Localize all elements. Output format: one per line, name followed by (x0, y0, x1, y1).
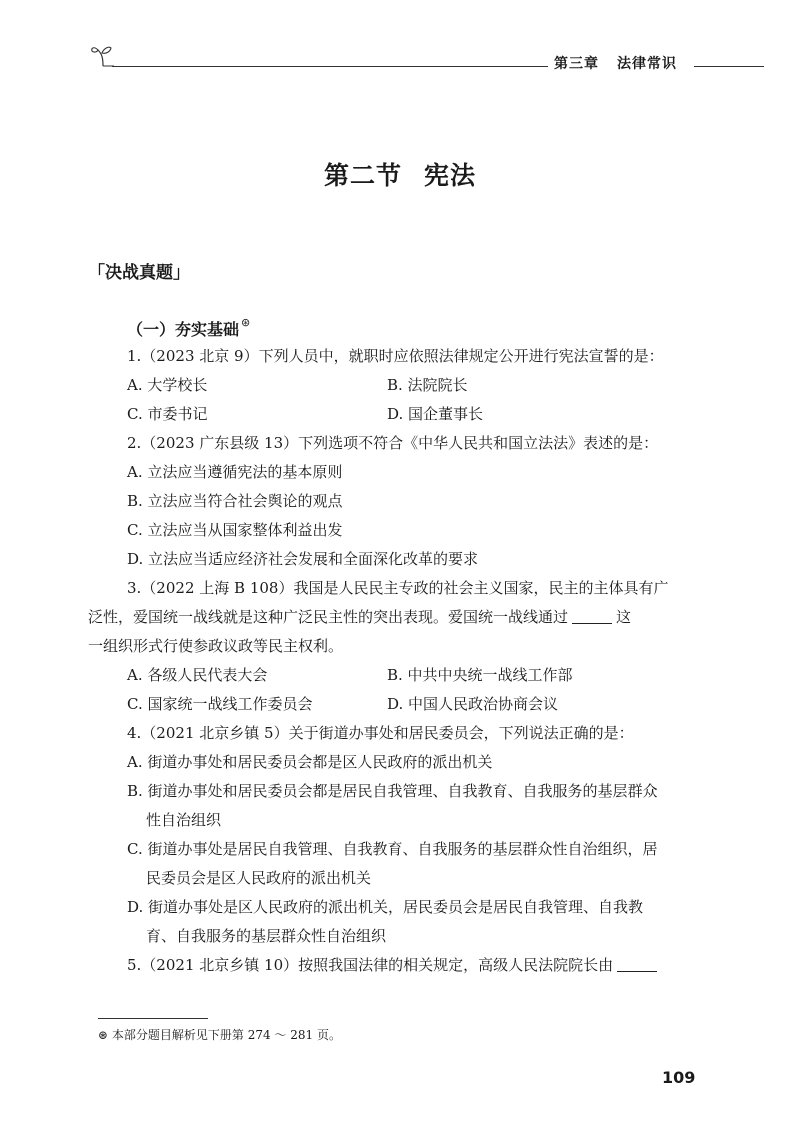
q5-stem (127, 955, 657, 975)
q4-option-b-line2: 性自治组织 (146, 811, 222, 829)
q1-stem: 1.（2023 北京 9）下列人员中，就职时应依照法律规定公开进行宪法宣誓的是： (127, 347, 664, 365)
q1-option-c: C. 市委书记 (127, 405, 208, 423)
header-chapter: 第三章 (554, 56, 599, 72)
subsection-label: （一）夯实基础 (127, 320, 240, 339)
q3-option-a: A. 各级人民代表大会 (127, 666, 268, 684)
section-label: 「决战真题」 (88, 263, 190, 283)
q3-stem-line2 (88, 607, 631, 627)
q2-stem: 2.（2023 广东县级 13）下列选项不符合《中华人民共和国立法法》表述的是： (127, 434, 659, 452)
page-title (0, 156, 800, 192)
q4-option-d-line1: D. 街道办事处是区人民政府的派出机关，居民委员会是居民自我管理、自我教 (127, 898, 644, 916)
q1-option-b: B. 法院院长 (387, 376, 468, 394)
q3-answer-blank (572, 609, 612, 624)
q4-option-d-line2: 育、自我服务的基层群众性自治组织 (146, 927, 387, 945)
q4-stem: 4.（2021 北京乡镇 5）关于街道办事处和居民委员会，下列说法正确的是： (127, 724, 634, 742)
header-topic: 法律常识 (617, 56, 677, 72)
q4-option-a: A. 街道办事处和居民委员会都是区人民政府的派出机关 (127, 753, 493, 771)
q2-option-d: D. 立法应当适应经济社会发展和全面深化改革的要求 (127, 550, 479, 568)
q3-option-b: B. 中共中央统一战线工作部 (387, 666, 573, 684)
subsection-heading (127, 316, 250, 340)
q3-stem-line1: 3.（2022 上海 B 108）我国是人民民主专政的社会主义国家，民主的主体具有广 (127, 579, 669, 597)
header-rule-left (112, 66, 548, 67)
footnote-ref-icon: ⊛ (241, 316, 251, 329)
sprout-logo-icon (90, 42, 116, 68)
q5-answer-blank (617, 957, 657, 972)
q5-stem-text: 5.（2021 北京乡镇 10）按照我国法律的相关规定，高级人民法院院长由 (127, 956, 614, 974)
q3-option-d: D. 中国人民政治协商会议 (387, 695, 559, 713)
header-rule-right (694, 66, 764, 67)
q4-option-c-line1: C. 街道办事处是居民自我管理、自我教育、自我服务的基层群众性自治组织，居 (127, 840, 658, 858)
title-part2: 宪法 (424, 161, 477, 190)
q3-stem-line2-tail: 这 (616, 608, 632, 626)
q1-option-d: D. 国企董事长 (387, 405, 484, 423)
footnote-mark-icon: ⊛ (98, 1028, 109, 1042)
q3-stem-line3: 一组织形式行使参政议政等民主权利。 (88, 637, 344, 655)
q1-option-a: A. 大学校长 (127, 376, 208, 394)
q2-option-b: B. 立法应当符合社会舆论的观点 (127, 492, 343, 510)
footnote-text: 本部分题目解析见下册第 274 ～ 281 页。 (111, 1028, 341, 1042)
q4-option-c-line2: 民委员会是区人民政府的派出机关 (146, 869, 372, 887)
q2-option-a: A. 立法应当遵循宪法的基本原则 (127, 463, 343, 481)
q3-option-c: C. 国家统一战线工作委员会 (127, 695, 313, 713)
q3-stem-line2-text: 泛性，爱国统一战线就是这种广泛民主性的突出表现。爱国统一战线通过 (88, 608, 569, 626)
title-part1: 第二节 (323, 161, 402, 190)
running-header (554, 53, 677, 73)
page-number: 109 (662, 1068, 696, 1087)
q4-option-b-line1: B. 街道办事处和居民委员会都是居民自我管理、自我教育、自我服务的基层群众 (127, 782, 658, 800)
footnote (98, 1026, 341, 1043)
q2-option-c: C. 立法应当从国家整体利益出发 (127, 521, 343, 539)
footnote-rule (98, 1018, 208, 1019)
